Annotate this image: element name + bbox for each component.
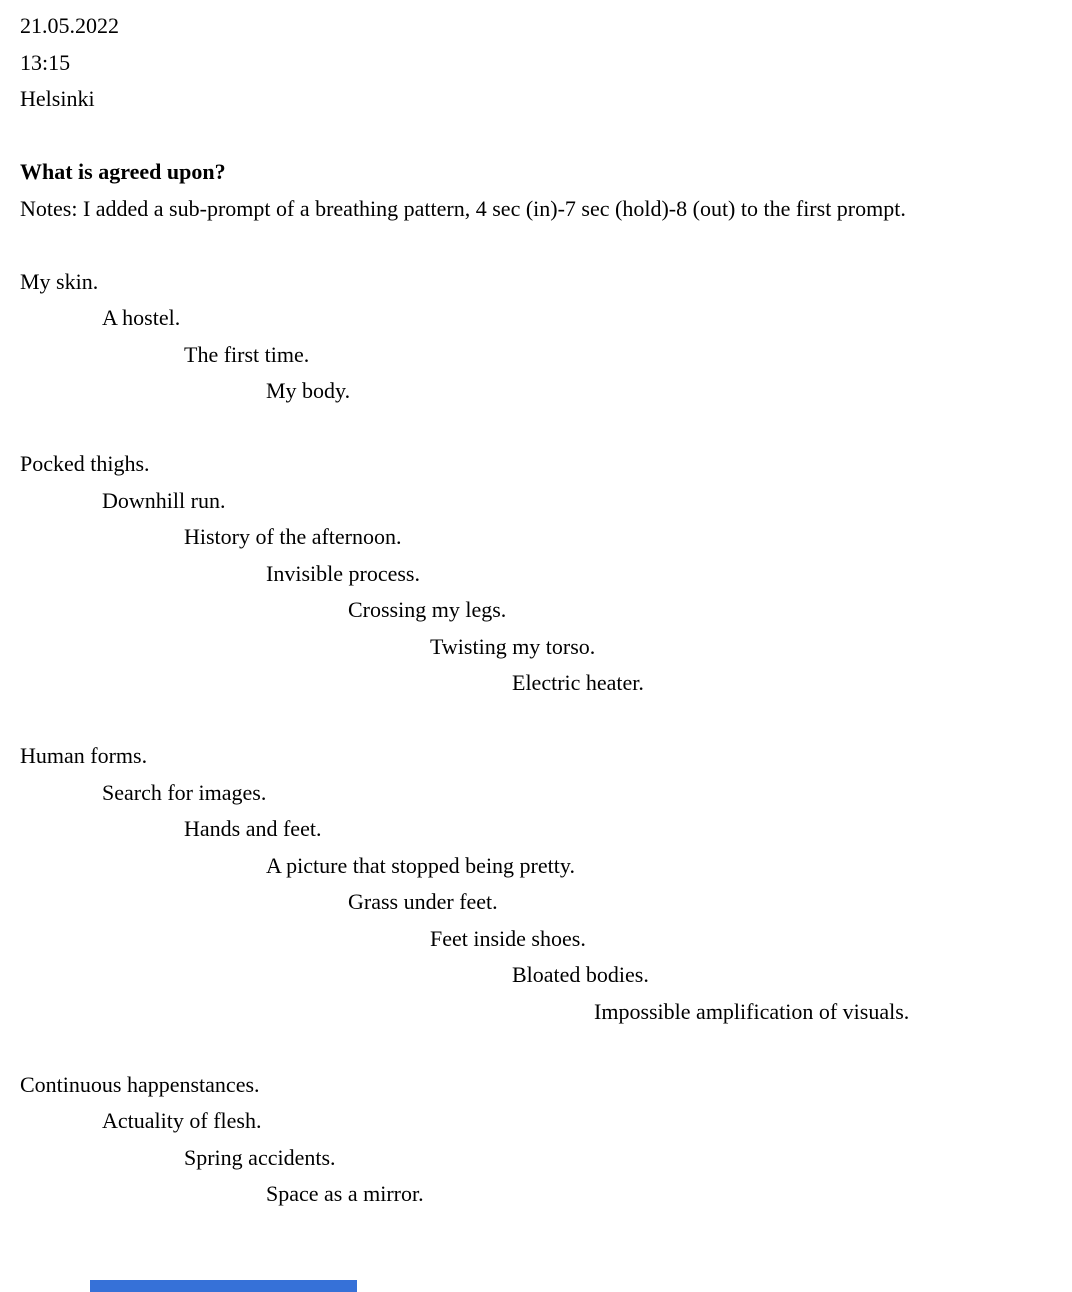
text-line: Invisible process. — [266, 560, 420, 586]
text-line: Downhill run. — [102, 487, 226, 513]
blank-line — [20, 410, 1052, 447]
text-line: Feet inside shoes. — [430, 925, 586, 951]
text-line: Pocked thighs. — [20, 451, 150, 476]
text-line: Space as a mirror. — [266, 1181, 424, 1206]
text-line: A picture that stopped being pretty. — [266, 852, 575, 878]
text-line: Actuality of flesh. — [102, 1108, 262, 1133]
line-group — [20, 738, 1052, 1030]
date-line: 21.05.2022 — [20, 13, 119, 38]
text-line: My body. — [266, 378, 351, 403]
notes-paragraph: Notes: I added a sub-prompt of a breathing pattern, 4 sec (in)-7 sec (hold)-8 (out) to the first prompt. — [20, 195, 906, 221]
blank-line — [20, 1030, 1052, 1067]
line-group — [20, 446, 1052, 702]
blank-line — [20, 227, 1052, 264]
text-line: Human forms. — [20, 743, 148, 768]
bottom-blue-bar — [90, 1280, 357, 1292]
text-line: A hostel. — [102, 305, 181, 330]
text-line: Electric heater. — [512, 670, 644, 695]
text-line: Crossing my legs. — [348, 597, 507, 622]
line-group — [20, 1067, 1052, 1213]
location-line: Helsinki — [20, 86, 95, 111]
time-line: 13:15 — [20, 49, 71, 75]
text-line: History of the afternoon. — [184, 524, 402, 549]
text-line: My skin. — [20, 268, 99, 294]
text-line: Grass under feet. — [348, 889, 498, 914]
section-heading: What is agreed upon? — [20, 159, 226, 184]
text-line: Twisting my torso. — [430, 633, 596, 659]
text-line: Hands and feet. — [184, 816, 322, 841]
text-line: Impossible amplification of visuals. — [594, 998, 910, 1024]
text-line: The first time. — [184, 341, 310, 367]
blank-line — [20, 1213, 1052, 1250]
line-group — [20, 264, 1052, 410]
text-line: Search for images. — [102, 779, 267, 805]
blank-line — [20, 702, 1052, 739]
blank-line — [20, 118, 1052, 155]
text-line: Continuous happenstances. — [20, 1071, 260, 1097]
text-line: Bloated bodies. — [512, 962, 649, 987]
text-line: Spring accidents. — [184, 1144, 336, 1170]
line-groups — [20, 264, 1052, 1250]
